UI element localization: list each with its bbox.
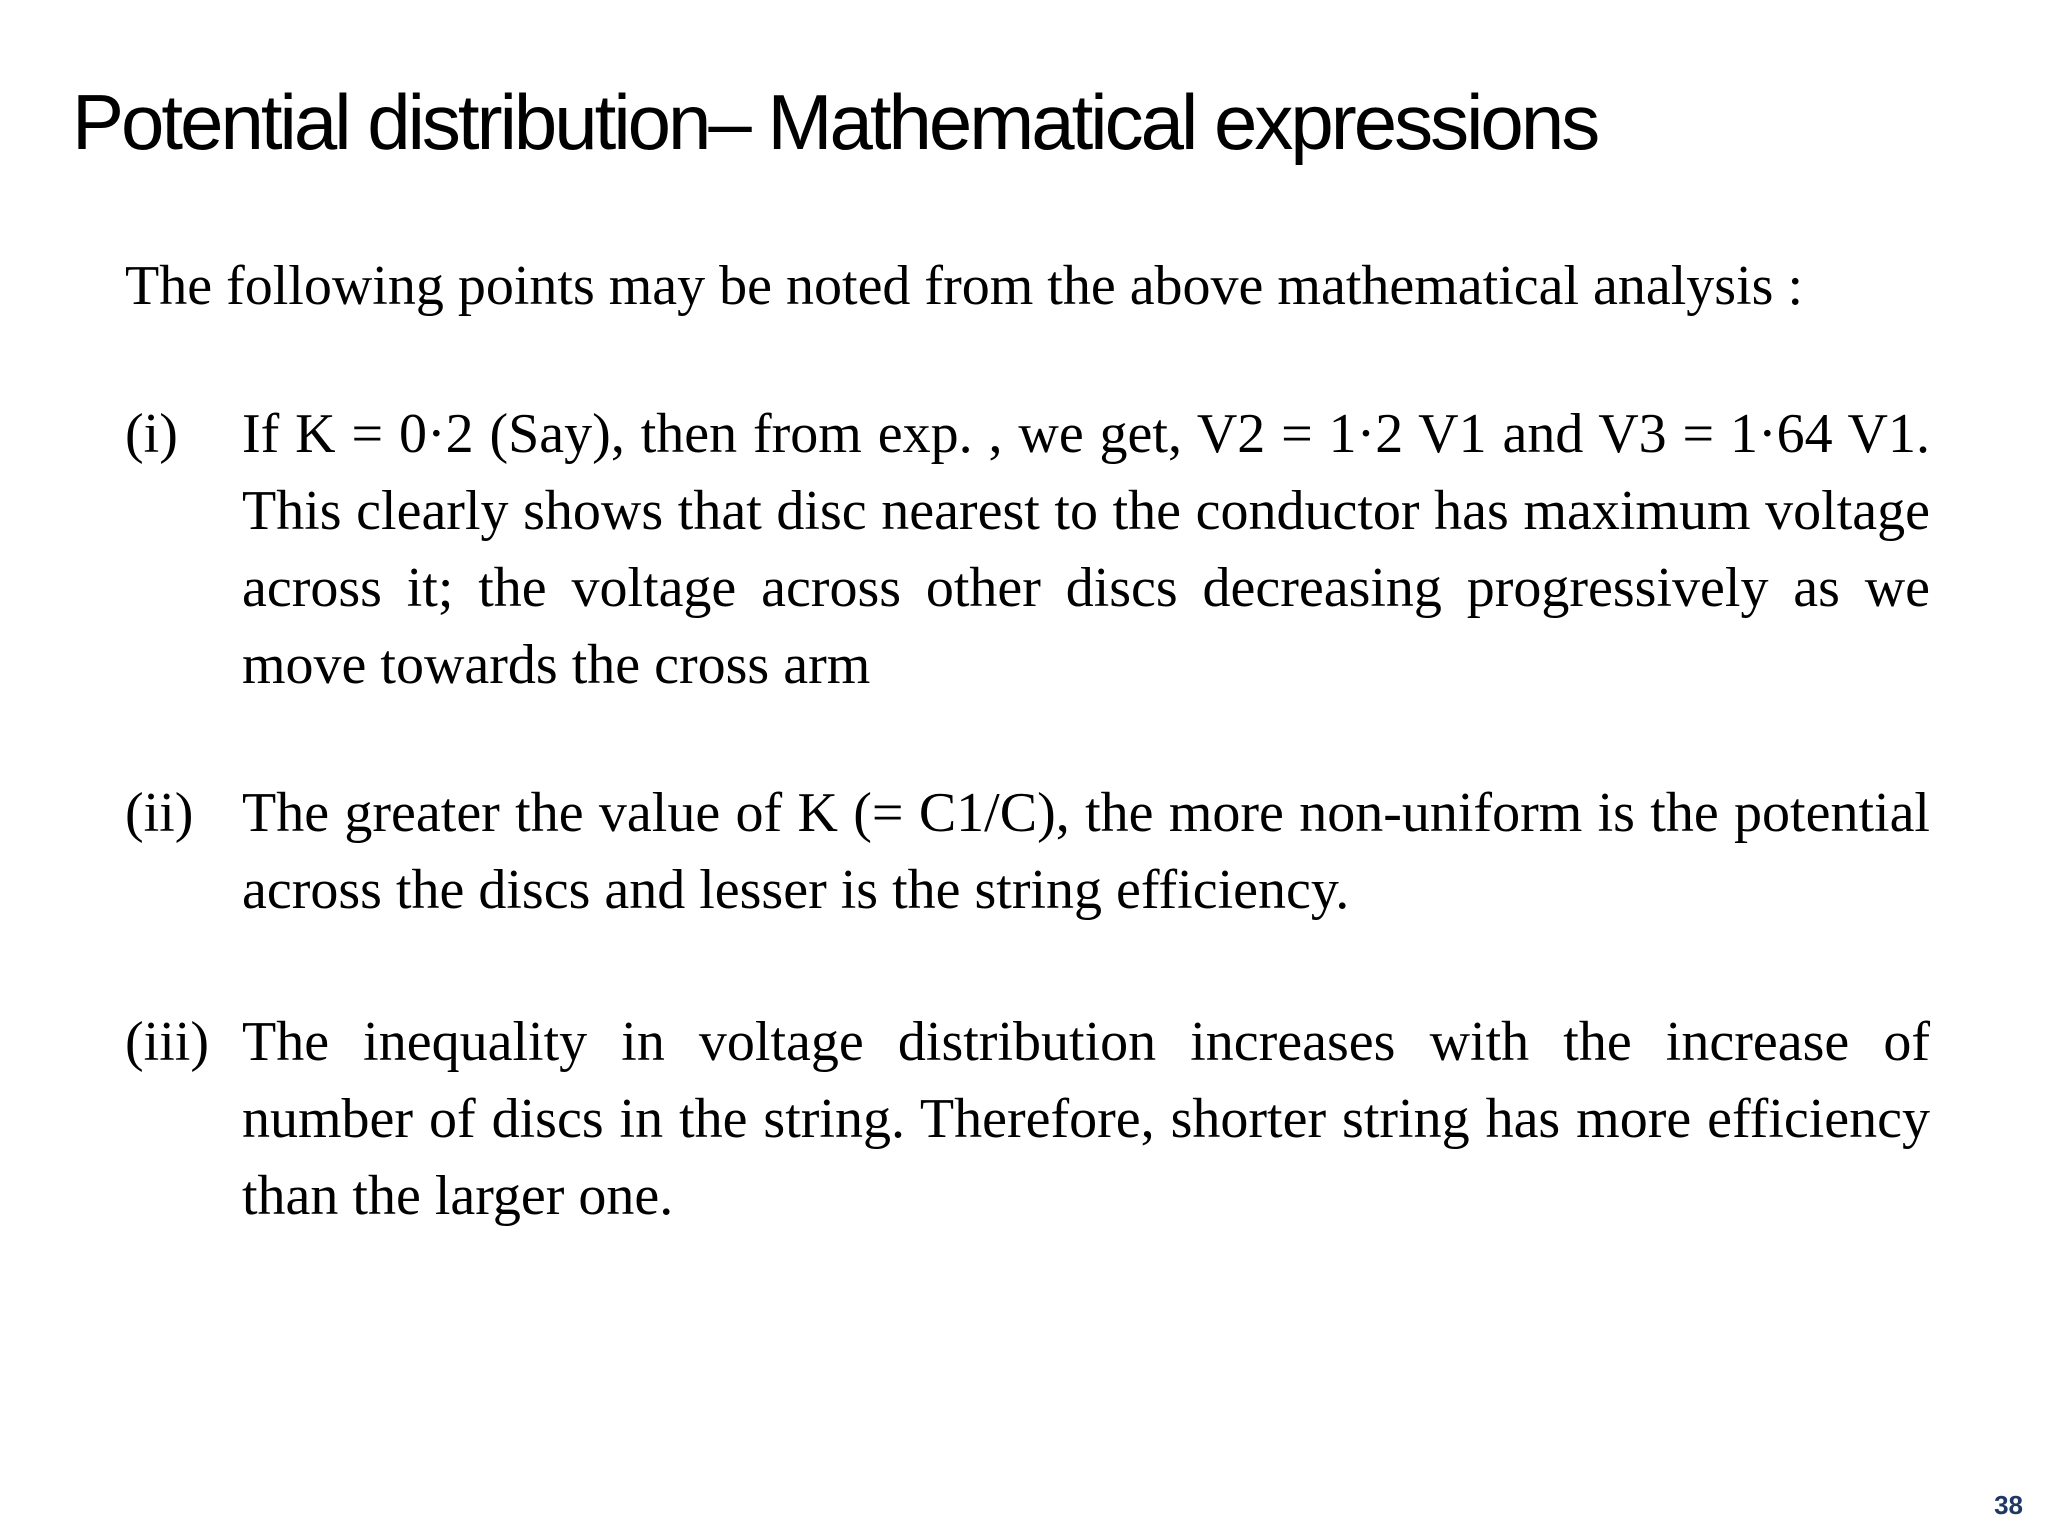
point-item-1	[125, 396, 1930, 704]
point-label-3: (iii)	[125, 1011, 209, 1073]
point-text-2: The greater the value of K (= C1/C), the more non-uniform is the potential across the discs and lesser is the string efficiency.	[242, 782, 1930, 921]
point-item-3	[125, 1004, 1930, 1235]
point-text-1: If K = 0·2 (Say), then from exp. , we get, V2 = 1·2 V1 and V3 = 1·64 V1. This clearly shows that disc nearest to the conductor has maximum voltage across it; the voltage across other discs decreasing progressively as we move towards the cross arm	[242, 403, 1930, 696]
point-item-2	[125, 775, 1930, 929]
point-text-3: The inequality in voltage distribution increases with the increase of number of discs in the string. Therefore, shorter string has more efficiency than the larger one.	[242, 1011, 1930, 1227]
point-label-1: (i)	[125, 403, 178, 465]
intro-paragraph: The following points may be noted from the above mathematical analysis :	[125, 255, 1804, 317]
page-number: 38	[1994, 1490, 2023, 1520]
slide-title: Potential distribution– Mathematical expressions	[72, 78, 1598, 166]
slide-body	[125, 248, 1930, 1235]
point-label-2: (ii)	[125, 782, 194, 844]
